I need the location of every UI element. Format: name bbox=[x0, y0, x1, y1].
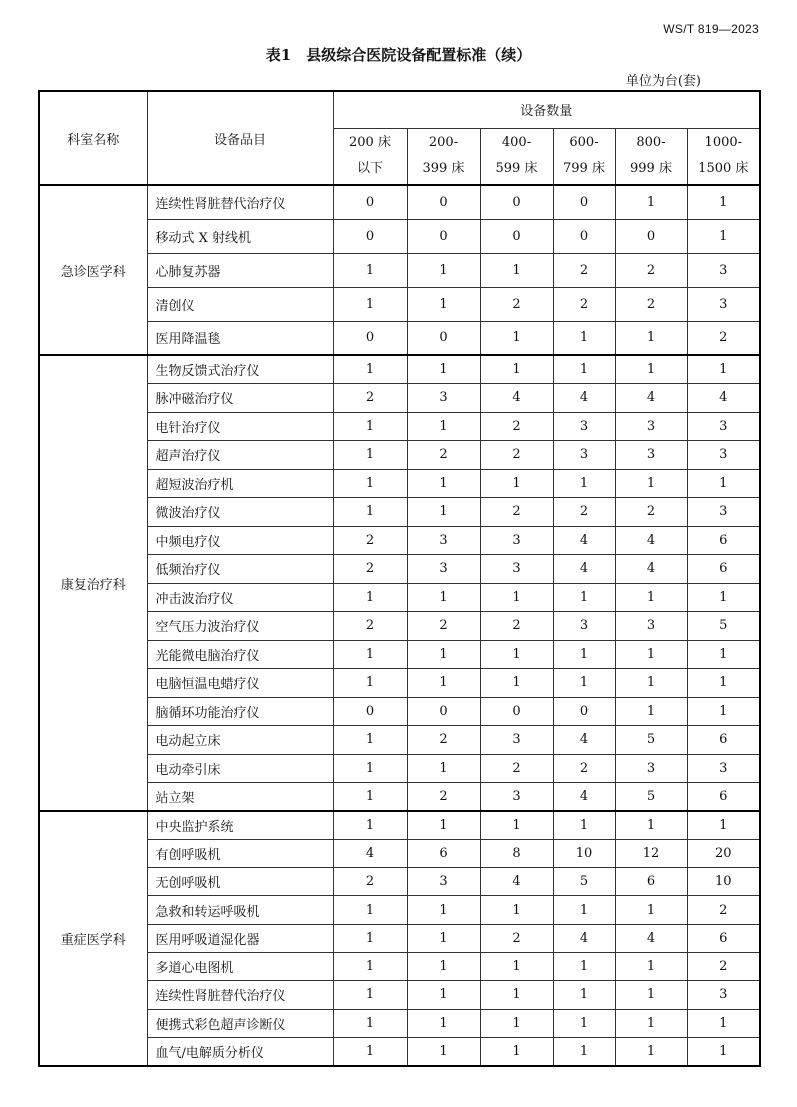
item-cell: 连续性肾脏替代治疗仪 bbox=[147, 185, 333, 219]
item-cell: 无创呼吸机 bbox=[147, 868, 333, 896]
quantity-cell: 1 bbox=[407, 952, 480, 980]
quantity-cell: 1 bbox=[333, 726, 407, 755]
quantity-cell: 1 bbox=[333, 783, 407, 812]
quantity-cell: 3 bbox=[407, 526, 480, 555]
item-cell: 医用降温毯 bbox=[147, 321, 333, 355]
quantity-cell: 1 bbox=[687, 219, 760, 253]
quantity-cell: 1 bbox=[407, 469, 480, 498]
quantity-cell: 1 bbox=[615, 811, 687, 839]
quantity-cell: 1 bbox=[615, 355, 687, 384]
quantity-cell: 1 bbox=[553, 981, 615, 1009]
quantity-cell: 1 bbox=[687, 640, 760, 669]
quantity-cell: 1 bbox=[615, 185, 687, 219]
quantity-cell: 0 bbox=[333, 321, 407, 355]
quantity-cell: 1 bbox=[553, 640, 615, 669]
quantity-cell: 1 bbox=[480, 981, 553, 1009]
quantity-cell: 1 bbox=[480, 321, 553, 355]
quantity-cell: 4 bbox=[480, 384, 553, 413]
quantity-cell: 2 bbox=[615, 498, 687, 527]
quantity-cell: 1 bbox=[333, 952, 407, 980]
quantity-cell: 3 bbox=[407, 384, 480, 413]
item-cell: 医用呼吸道湿化器 bbox=[147, 924, 333, 952]
quantity-cell: 1 bbox=[480, 1037, 553, 1065]
quantity-cell: 1 bbox=[333, 412, 407, 441]
quantity-cell: 1 bbox=[480, 355, 553, 384]
quantity-cell: 4 bbox=[553, 555, 615, 584]
bed-range-header: 1000- 1500 床 bbox=[687, 128, 760, 185]
quantity-cell: 1 bbox=[553, 669, 615, 698]
item-cell: 冲击波治疗仪 bbox=[147, 583, 333, 612]
item-cell: 中频电疗仪 bbox=[147, 526, 333, 555]
quantity-cell: 3 bbox=[615, 441, 687, 470]
table-row bbox=[39, 526, 760, 555]
quantity-cell: 1 bbox=[333, 498, 407, 527]
quantity-cell: 6 bbox=[407, 839, 480, 867]
quantity-cell: 4 bbox=[615, 924, 687, 952]
quantity-cell: 2 bbox=[615, 253, 687, 287]
quantity-cell: 1 bbox=[407, 754, 480, 783]
quantity-cell: 6 bbox=[687, 526, 760, 555]
quantity-cell: 2 bbox=[333, 384, 407, 413]
item-cell: 站立架 bbox=[147, 783, 333, 812]
quantity-cell: 4 bbox=[553, 924, 615, 952]
table-row bbox=[39, 669, 760, 698]
table-body bbox=[39, 185, 760, 1066]
bed-range-header: 600- 799 床 bbox=[553, 128, 615, 185]
quantity-cell: 3 bbox=[553, 412, 615, 441]
table-row bbox=[39, 219, 760, 253]
quantity-cell: 1 bbox=[407, 669, 480, 698]
table-row bbox=[39, 981, 760, 1009]
quantity-cell: 2 bbox=[687, 321, 760, 355]
quantity-cell: 2 bbox=[333, 868, 407, 896]
quantity-cell: 1 bbox=[687, 669, 760, 698]
quantity-cell: 12 bbox=[615, 839, 687, 867]
table-row bbox=[39, 783, 760, 812]
item-cell: 电动牵引床 bbox=[147, 754, 333, 783]
quantity-cell: 3 bbox=[615, 412, 687, 441]
table-row bbox=[39, 583, 760, 612]
quantity-cell: 3 bbox=[687, 981, 760, 1009]
quantity-cell: 1 bbox=[553, 321, 615, 355]
quantity-cell: 3 bbox=[687, 253, 760, 287]
quantity-cell: 4 bbox=[615, 384, 687, 413]
table-row bbox=[39, 441, 760, 470]
table-row bbox=[39, 412, 760, 441]
quantity-cell: 8 bbox=[480, 839, 553, 867]
quantity-cell: 0 bbox=[553, 697, 615, 726]
quantity-cell: 1 bbox=[687, 811, 760, 839]
quantity-cell: 1 bbox=[407, 924, 480, 952]
quantity-cell: 0 bbox=[615, 219, 687, 253]
quantity-cell: 3 bbox=[480, 726, 553, 755]
table-row bbox=[39, 726, 760, 755]
item-cell: 超声治疗仪 bbox=[147, 441, 333, 470]
quantity-cell: 5 bbox=[687, 612, 760, 641]
quantity-cell: 1 bbox=[333, 640, 407, 669]
quantity-cell: 4 bbox=[553, 384, 615, 413]
quantity-cell: 1 bbox=[333, 441, 407, 470]
quantity-cell: 4 bbox=[480, 868, 553, 896]
table-row bbox=[39, 355, 760, 384]
quantity-cell: 1 bbox=[407, 355, 480, 384]
quantity-cell: 3 bbox=[480, 526, 553, 555]
item-cell: 低频治疗仪 bbox=[147, 555, 333, 584]
quantity-cell: 2 bbox=[687, 952, 760, 980]
quantity-cell: 1 bbox=[407, 640, 480, 669]
table-row bbox=[39, 321, 760, 355]
quantity-cell: 1 bbox=[553, 583, 615, 612]
quantity-cell: 1 bbox=[407, 253, 480, 287]
item-cell: 电脑恒温电蜡疗仪 bbox=[147, 669, 333, 698]
item-cell: 电针治疗仪 bbox=[147, 412, 333, 441]
quantity-cell: 3 bbox=[687, 754, 760, 783]
table-row bbox=[39, 924, 760, 952]
quantity-cell: 0 bbox=[407, 185, 480, 219]
table-row bbox=[39, 697, 760, 726]
quantity-cell: 1 bbox=[553, 469, 615, 498]
table-row bbox=[39, 612, 760, 641]
quantity-cell: 1 bbox=[615, 1009, 687, 1037]
item-cell: 移动式 X 射线机 bbox=[147, 219, 333, 253]
quantity-cell: 1 bbox=[333, 583, 407, 612]
quantity-cell: 1 bbox=[687, 1009, 760, 1037]
item-cell: 便携式彩色超声诊断仪 bbox=[147, 1009, 333, 1037]
quantity-cell: 20 bbox=[687, 839, 760, 867]
quantity-cell: 1 bbox=[553, 896, 615, 924]
quantity-cell: 1 bbox=[553, 952, 615, 980]
quantity-cell: 2 bbox=[407, 726, 480, 755]
quantity-cell: 6 bbox=[687, 555, 760, 584]
quantity-cell: 1 bbox=[687, 697, 760, 726]
quantity-cell: 2 bbox=[480, 412, 553, 441]
quantity-cell: 1 bbox=[407, 896, 480, 924]
quantity-cell: 1 bbox=[333, 355, 407, 384]
table-row bbox=[39, 839, 760, 867]
item-column-header: 设备品目 bbox=[147, 91, 333, 185]
quantity-cell: 3 bbox=[407, 868, 480, 896]
unit-note: 单位为台(套) bbox=[625, 74, 701, 89]
quantity-cell: 2 bbox=[407, 612, 480, 641]
bed-range-header: 800- 999 床 bbox=[615, 128, 687, 185]
quantity-cell: 2 bbox=[333, 555, 407, 584]
quantity-cell: 1 bbox=[687, 355, 760, 384]
quantity-cell: 6 bbox=[687, 924, 760, 952]
quantity-cell: 1 bbox=[333, 981, 407, 1009]
quantity-cell: 1 bbox=[333, 811, 407, 839]
quantity-cell: 1 bbox=[333, 924, 407, 952]
quantity-cell: 2 bbox=[553, 253, 615, 287]
quantity-cell: 5 bbox=[553, 868, 615, 896]
quantity-cell: 2 bbox=[480, 498, 553, 527]
quantity-cell: 1 bbox=[407, 498, 480, 527]
quantity-cell: 0 bbox=[553, 185, 615, 219]
quantity-cell: 6 bbox=[687, 726, 760, 755]
quantity-cell: 1 bbox=[333, 469, 407, 498]
quantity-cell: 1 bbox=[333, 287, 407, 321]
quantity-cell: 1 bbox=[333, 754, 407, 783]
item-cell: 光能微电脑治疗仪 bbox=[147, 640, 333, 669]
item-cell: 中央监护系统 bbox=[147, 811, 333, 839]
item-cell: 心肺复苏器 bbox=[147, 253, 333, 287]
quantity-cell: 1 bbox=[333, 253, 407, 287]
table-row bbox=[39, 952, 760, 980]
department-cell: 急诊医学科 bbox=[39, 185, 147, 355]
bed-range-header: 200 床 以下 bbox=[333, 128, 407, 185]
quantity-cell: 3 bbox=[687, 412, 760, 441]
item-cell: 空气压力波治疗仪 bbox=[147, 612, 333, 641]
quantity-cell: 3 bbox=[615, 754, 687, 783]
department-cell: 康复治疗科 bbox=[39, 355, 147, 811]
table-row bbox=[39, 1037, 760, 1065]
quantity-cell: 1 bbox=[615, 952, 687, 980]
quantity-cell: 2 bbox=[333, 612, 407, 641]
quantity-cell: 2 bbox=[480, 612, 553, 641]
table-row bbox=[39, 498, 760, 527]
quantity-cell: 1 bbox=[553, 1037, 615, 1065]
quantity-cell: 0 bbox=[407, 219, 480, 253]
table-row bbox=[39, 287, 760, 321]
quantity-cell: 2 bbox=[480, 441, 553, 470]
quantity-cell: 2 bbox=[615, 287, 687, 321]
quantity-cell: 2 bbox=[333, 526, 407, 555]
table-row bbox=[39, 868, 760, 896]
quantity-cell: 1 bbox=[687, 469, 760, 498]
quantity-cell: 3 bbox=[687, 441, 760, 470]
quantity-cell: 2 bbox=[407, 441, 480, 470]
quantity-cell: 1 bbox=[687, 185, 760, 219]
quantity-cell: 1 bbox=[480, 1009, 553, 1037]
table-row bbox=[39, 185, 760, 219]
quantity-cell: 3 bbox=[480, 555, 553, 584]
table-title: 表1 县级综合医院设备配置标准（续） bbox=[265, 46, 532, 64]
item-cell: 生物反馈式治疗仪 bbox=[147, 355, 333, 384]
quantity-cell: 4 bbox=[615, 555, 687, 584]
quantity-cell: 6 bbox=[615, 868, 687, 896]
quantity-cell: 1 bbox=[687, 583, 760, 612]
quantity-cell: 0 bbox=[407, 321, 480, 355]
quantity-cell: 1 bbox=[407, 981, 480, 1009]
table-row bbox=[39, 253, 760, 287]
item-cell: 有创呼吸机 bbox=[147, 839, 333, 867]
quantity-cell: 1 bbox=[480, 583, 553, 612]
quantity-cell: 2 bbox=[553, 498, 615, 527]
quantity-cell: 0 bbox=[333, 219, 407, 253]
item-cell: 超短波治疗机 bbox=[147, 469, 333, 498]
quantity-cell: 5 bbox=[615, 783, 687, 812]
quantity-group-header: 设备数量 bbox=[333, 91, 760, 128]
quantity-cell: 1 bbox=[407, 583, 480, 612]
item-cell: 脉冲磁治疗仪 bbox=[147, 384, 333, 413]
quantity-cell: 4 bbox=[553, 783, 615, 812]
quantity-cell: 1 bbox=[333, 896, 407, 924]
quantity-cell: 3 bbox=[553, 612, 615, 641]
quantity-cell: 1 bbox=[480, 469, 553, 498]
quantity-cell: 2 bbox=[480, 287, 553, 321]
quantity-cell: 2 bbox=[407, 783, 480, 812]
quantity-cell: 1 bbox=[615, 640, 687, 669]
quantity-cell: 1 bbox=[687, 1037, 760, 1065]
quantity-cell: 2 bbox=[480, 754, 553, 783]
item-cell: 清创仪 bbox=[147, 287, 333, 321]
quantity-cell: 1 bbox=[615, 981, 687, 1009]
table-row bbox=[39, 555, 760, 584]
department-cell: 重症医学科 bbox=[39, 811, 147, 1066]
quantity-cell: 2 bbox=[480, 924, 553, 952]
quantity-cell: 2 bbox=[687, 896, 760, 924]
quantity-cell: 3 bbox=[615, 612, 687, 641]
quantity-cell: 10 bbox=[553, 839, 615, 867]
quantity-cell: 1 bbox=[333, 1009, 407, 1037]
quantity-cell: 1 bbox=[615, 697, 687, 726]
bed-range-header: 200- 399 床 bbox=[407, 128, 480, 185]
item-cell: 脑循环功能治疗仪 bbox=[147, 697, 333, 726]
table-row bbox=[39, 1009, 760, 1037]
quantity-cell: 0 bbox=[480, 185, 553, 219]
quantity-cell: 1 bbox=[407, 287, 480, 321]
quantity-cell: 1 bbox=[480, 669, 553, 698]
equipment-table bbox=[38, 90, 761, 1067]
item-cell: 血气/电解质分析仪 bbox=[147, 1037, 333, 1065]
quantity-cell: 1 bbox=[480, 253, 553, 287]
item-cell: 微波治疗仪 bbox=[147, 498, 333, 527]
quantity-cell: 1 bbox=[407, 1037, 480, 1065]
table-row bbox=[39, 469, 760, 498]
quantity-cell: 1 bbox=[333, 1037, 407, 1065]
bed-range-header: 400- 599 床 bbox=[480, 128, 553, 185]
quantity-cell: 1 bbox=[553, 811, 615, 839]
quantity-cell: 3 bbox=[687, 287, 760, 321]
item-cell: 多道心电图机 bbox=[147, 952, 333, 980]
item-cell: 连续性肾脏替代治疗仪 bbox=[147, 981, 333, 1009]
quantity-cell: 6 bbox=[687, 783, 760, 812]
table-row bbox=[39, 384, 760, 413]
quantity-cell: 1 bbox=[553, 355, 615, 384]
quantity-cell: 4 bbox=[615, 526, 687, 555]
quantity-cell: 1 bbox=[333, 669, 407, 698]
quantity-cell: 1 bbox=[615, 469, 687, 498]
quantity-cell: 4 bbox=[553, 726, 615, 755]
standard-code: WS/T 819—2023 bbox=[663, 22, 759, 36]
quantity-cell: 1 bbox=[615, 1037, 687, 1065]
quantity-cell: 1 bbox=[615, 896, 687, 924]
quantity-cell: 3 bbox=[480, 783, 553, 812]
quantity-cell: 4 bbox=[553, 526, 615, 555]
quantity-cell: 2 bbox=[553, 287, 615, 321]
quantity-cell: 1 bbox=[615, 583, 687, 612]
quantity-cell: 3 bbox=[553, 441, 615, 470]
department-column-header: 科室名称 bbox=[39, 91, 147, 185]
quantity-cell: 3 bbox=[407, 555, 480, 584]
quantity-cell: 0 bbox=[553, 219, 615, 253]
quantity-cell: 5 bbox=[615, 726, 687, 755]
quantity-cell: 2 bbox=[553, 754, 615, 783]
table-row bbox=[39, 640, 760, 669]
quantity-cell: 0 bbox=[407, 697, 480, 726]
table-row bbox=[39, 896, 760, 924]
quantity-cell: 1 bbox=[615, 669, 687, 698]
quantity-cell: 1 bbox=[480, 896, 553, 924]
quantity-cell: 1 bbox=[480, 952, 553, 980]
quantity-cell: 1 bbox=[407, 412, 480, 441]
quantity-cell: 1 bbox=[407, 1009, 480, 1037]
quantity-cell: 0 bbox=[333, 185, 407, 219]
quantity-cell: 10 bbox=[687, 868, 760, 896]
quantity-cell: 1 bbox=[480, 811, 553, 839]
quantity-cell: 0 bbox=[480, 697, 553, 726]
table-row bbox=[39, 754, 760, 783]
quantity-cell: 1 bbox=[407, 811, 480, 839]
quantity-cell: 0 bbox=[333, 697, 407, 726]
quantity-cell: 3 bbox=[687, 498, 760, 527]
quantity-cell: 1 bbox=[553, 1009, 615, 1037]
quantity-cell: 1 bbox=[615, 321, 687, 355]
quantity-cell: 4 bbox=[687, 384, 760, 413]
quantity-cell: 4 bbox=[333, 839, 407, 867]
quantity-cell: 1 bbox=[480, 640, 553, 669]
quantity-cell: 0 bbox=[480, 219, 553, 253]
item-cell: 急救和转运呼吸机 bbox=[147, 896, 333, 924]
table-row bbox=[39, 811, 760, 839]
item-cell: 电动起立床 bbox=[147, 726, 333, 755]
